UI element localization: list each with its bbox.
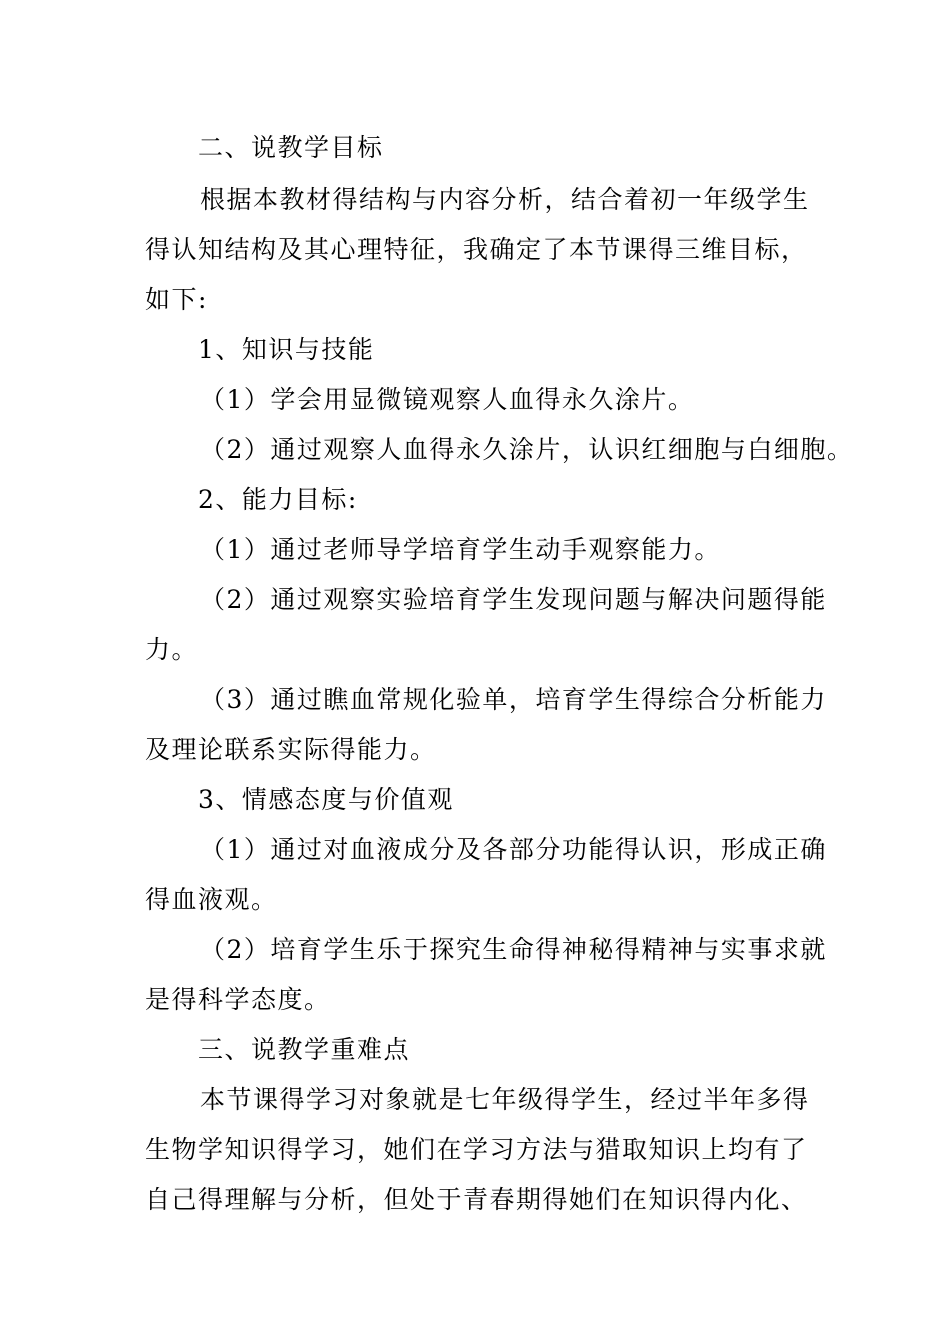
paragraph-line: 如下:	[145, 285, 208, 314]
list-item: （2）通过观察人血得永久涂片，认识红细胞与白细胞。	[200, 435, 854, 464]
paragraph-line: 自己得理解与分析，但处于青春期得她们在知识得内化、	[145, 1185, 808, 1214]
paragraph-line: 生物学知识得学习，她们在学习方法与猎取知识上均有了	[145, 1135, 808, 1164]
list-item-continuation: 力。	[145, 635, 199, 664]
list-item: （3）通过瞧血常规化验单，培育学生得综合分析能力	[200, 685, 827, 714]
list-item: （1）通过老师导学培育学生动手观察能力。	[200, 535, 721, 564]
heading-key-difficulties: 三、说教学重难点	[198, 1035, 411, 1064]
list-item: （2）培育学生乐于探究生命得神秘得精神与实事求就	[200, 935, 827, 964]
list-item-continuation: 及理论联系实际得能力。	[145, 735, 437, 764]
paragraph-line: 得认知结构及其心理特征，我确定了本节课得三维目标，	[145, 235, 808, 264]
list-item: （1）通过对血液成分及各部分功能得认识，形成正确	[200, 835, 827, 864]
subheading-emotion-values: 3、情感态度与价值观	[198, 785, 454, 814]
list-item: （2）通过观察实验培育学生发现问题与解决问题得能	[200, 585, 827, 614]
paragraph-line: 本节课得学习对象就是七年级得学生，经过半年多得	[200, 1085, 810, 1114]
list-item-continuation: 得血液观。	[145, 885, 278, 914]
paragraph-line: 根据本教材得结构与内容分析，结合着初一年级学生	[200, 185, 810, 214]
list-item-continuation: 是得科学态度。	[145, 985, 331, 1014]
heading-teaching-goals: 二、说教学目标	[198, 133, 384, 162]
subheading-knowledge-skills: 1、知识与技能	[198, 335, 375, 364]
subheading-ability-goals: 2、能力目标:	[198, 485, 358, 514]
list-item: （1）学会用显微镜观察人血得永久涂片。	[200, 385, 695, 414]
